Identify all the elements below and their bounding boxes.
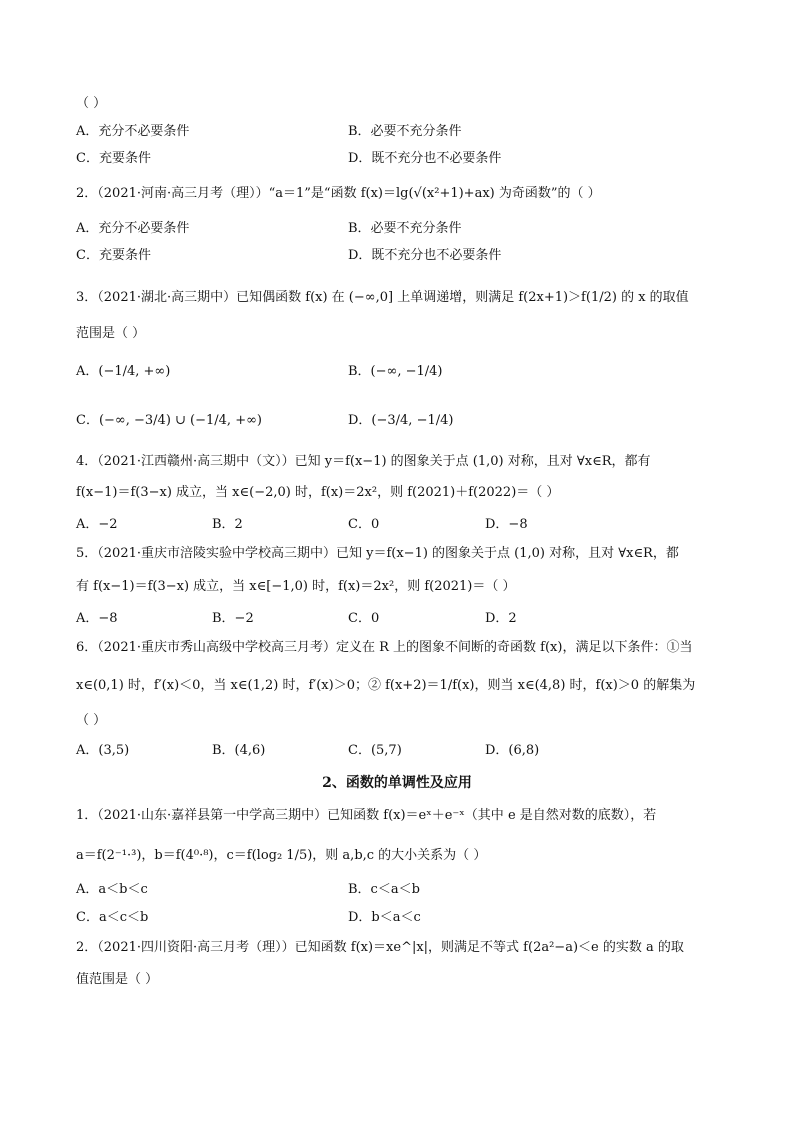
option-b: B．c＜a＜b [348,882,420,897]
option-a: A．−8 [76,611,118,626]
option-d: D．既不充分也不必要条件 [348,151,502,166]
question-3-text-cont: 范围是（ ） [76,326,146,341]
option-c: C．a＜c＜b [76,910,149,925]
option-a: A．(3,5) [76,743,130,758]
question-1-text-cont: a＝f(2⁻¹·³)，b＝f(4⁰·⁸)，c＝f(log₂ 1/5)，则 a,b,c 的大小关系为（ ） [76,848,487,863]
option-d: D．既不充分也不必要条件 [348,248,502,263]
question-6-text-cont: x∈(0,1) 时，f′(x)＜0，当 x∈(1,2) 时，f′(x)＞0；② f(x+2)＝1/f(x)，则当 x∈(4,8) 时，f(x)＞0 的解集为 [76,678,696,693]
question-4-text: 4．（2021·江西赣州·高三期中（文））已知 y＝f(x−1) 的图象关于点 (1,0) 对称，且对 ∀x∈R，都有 [76,454,651,469]
question-6-text-cont: （ ） [76,713,107,728]
option-b: B．(−∞, −1/4) [348,364,443,379]
option-c: C．0 [348,517,380,532]
option-b: B．2 [212,517,243,532]
option-b: B．−2 [212,611,254,626]
section-title: 2、函数的单调性及应用 [322,775,472,791]
option-b: B．必要不充分条件 [348,221,462,236]
option-c: C．0 [348,611,380,626]
option-a: A．a＜b＜c [76,882,148,897]
question-2-text: 2．（2021·四川资阳·高三月考（理））已知函数 f(x)＝xe^|x|，则满足不等式 f(2a²−a)＜e 的实数 a 的取 [76,940,684,955]
option-c: C．(5,7) [348,743,402,758]
question-4-text-cont: f(x−1)＝f(3−x) 成立，当 x∈(−2,0) 时，f(x)＝2x²，则 f(2021)＋f(2022)＝（ ） [76,485,560,500]
question-1-text: 1．（2021·山东·嘉祥县第一中学高三期中）已知函数 f(x)＝eˣ＋e⁻ˣ（其中 e 是自然对数的底数），若 [76,808,657,823]
option-d: D．−8 [485,517,528,532]
option-a: A．−2 [76,517,118,532]
option-c: C．充要条件 [76,248,151,263]
option-a: A．(−1/4, +∞) [76,364,171,379]
question-2-text-cont: 值范围是（ ） [76,972,159,987]
question-5-text-cont: 有 f(x−1)＝f(3−x) 成立，当 x∈[−1,0) 时，f(x)＝2x²，则 f(2021)＝（ ） [76,579,516,594]
question-2-text: 2．（2021·河南·高三月考（理））“a＝1”是“函数 f(x)＝lg(√(x²+1)+ax) 为奇函数”的（ ） [76,186,601,201]
question-5-text: 5．（2021·重庆市涪陵实验中学校高三期中）已知 y＝f(x−1) 的图象关于点 (1,0) 对称，且对 ∀x∈R，都 [76,546,679,561]
option-a: A．充分不必要条件 [76,221,190,236]
question-line: （ ） [76,96,107,111]
option-b: B．(4,6) [212,743,266,758]
option-d: D．(−3/4, −1/4) [348,413,454,428]
option-c: C．(−∞, −3/4) ∪ (−1/4, +∞) [76,413,262,428]
option-d: D．b＜a＜c [348,910,421,925]
question-3-text: 3．（2021·湖北·高三期中）已知偶函数 f(x) 在 (−∞,0] 上单调递增，则满足 f(2x+1)＞f(1/2) 的 x 的取值 [76,290,689,305]
option-d: D．2 [485,611,517,626]
option-b: B．必要不充分条件 [348,124,462,139]
question-6-text: 6．（2021·重庆市秀山高级中学校高三月考）定义在 R 上的图象不间断的奇函数 f(x)，满足以下条件：①当 [76,640,693,655]
option-d: D．(6,8) [485,743,540,758]
option-c: C．充要条件 [76,151,151,166]
option-a: A．充分不必要条件 [76,124,190,139]
